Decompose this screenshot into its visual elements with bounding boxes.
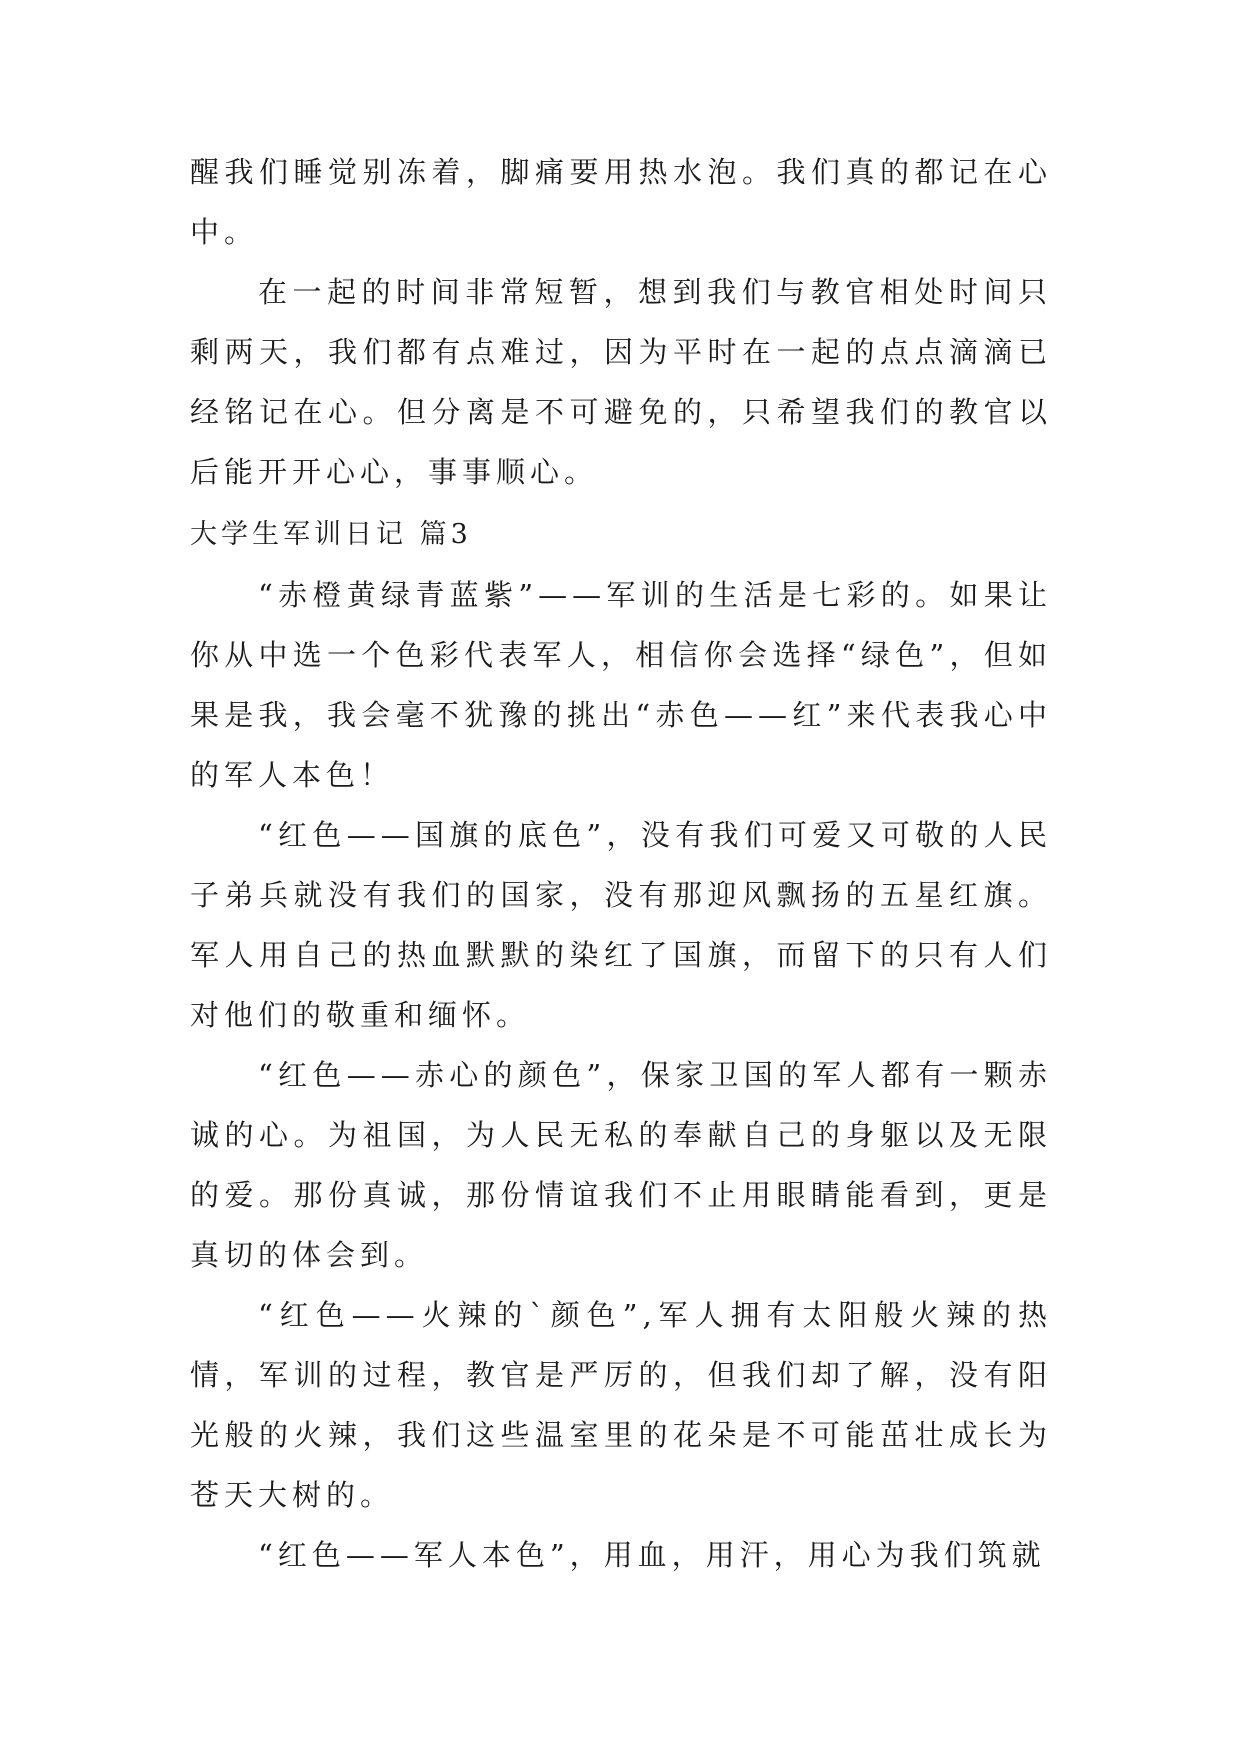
paragraph: “红色——火辣的`颜色”,军人拥有太阳般火辣的热情，军训的过程，教官是严厉的，但我们却了解，没有阳光般的火辣，我们这些温室里的花朵是不可能茁壮成长为苍天大树的。: [190, 1298, 1052, 1512]
paragraph-continuation: 醒我们睡觉别冻着，脚痛要用热水泡。我们真的都记在心中。: [190, 155, 1052, 249]
paragraph: “红色——国旗的底色”，没有我们可爱又可敬的人民子弟兵就没有我们的国家，没有那迎风飘扬的五星红旗。军人用自己的热血默默的染红了国旗，而留下的只有人们对他们的敬重和缅怀。: [190, 818, 1052, 1032]
paragraph: 在一起的时间非常短暂，想到我们与教官相处时间只剩两天，我们都有点难过，因为平时在一起的点点滴滴已经铭记在心。但分离是不可避免的，只希望我们的教官以后能开开心心，事事顺心。: [190, 275, 1052, 489]
paragraph: “红色——赤心的颜色”，保家卫国的军人都有一颗赤诚的心。为祖国，为人民无私的奉献自己的身躯以及无限的爱。那份真诚，那份情谊我们不止用眼睛能看到，更是真切的体会到。: [190, 1058, 1052, 1272]
section-title: 大学生军训日记 篇3: [190, 519, 472, 550]
intro-section: [190, 142, 1052, 502]
diary-section: [190, 505, 1052, 1585]
paragraph: “红色——军人本色”，用血，用汗，用心为我们筑就: [258, 1538, 1046, 1572]
paragraph: “赤橙黄绿青蓝紫”——军训的生活是七彩的。如果让你从中选一个色彩代表军人，相信你会选择“绿色”，但如果是我，我会毫不犹豫的挑出“赤色——红”来代表我心中的军人本色！: [190, 578, 1052, 792]
